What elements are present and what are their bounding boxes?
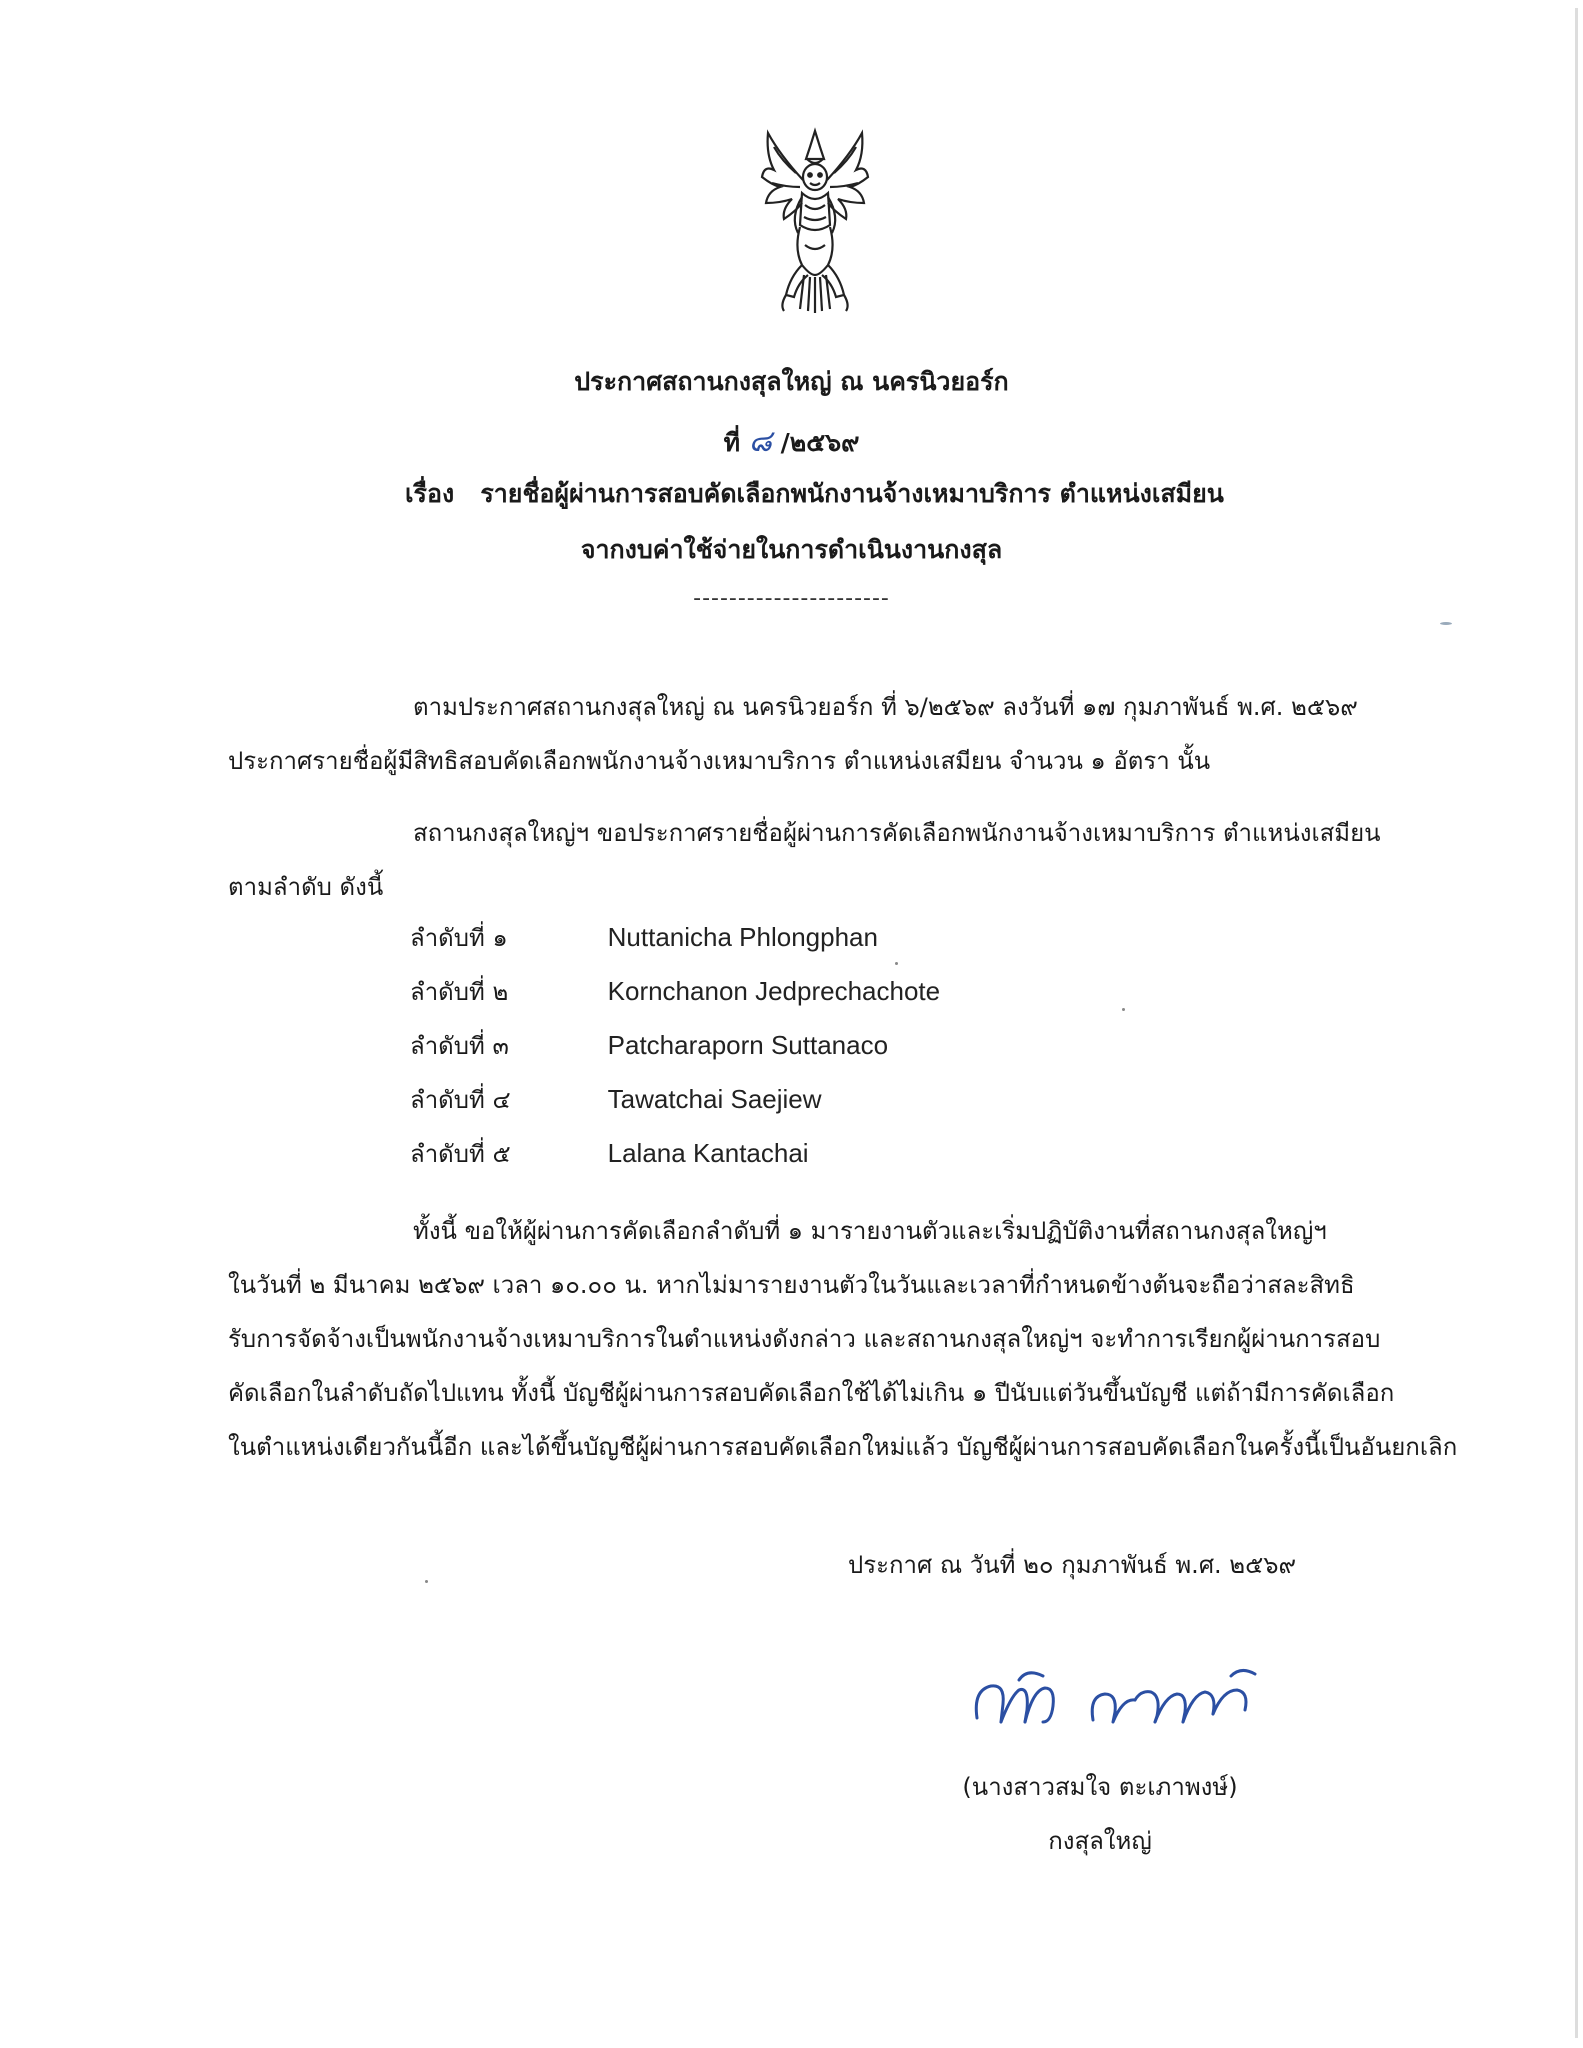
para3-line4: คัดเลือกในลำดับถัดไปแทน ทั้งนี้ บัญชีผู้ผ่านการสอบคัดเลือกใช้ได้ไม่เกิน ๑ ปีนับแต่วันขึ้นบัญชี แต่ถ้ามีการคัดเลือก <box>228 1379 1395 1407</box>
signer-block <box>900 1760 1300 1868</box>
paragraph-2 <box>228 806 1458 914</box>
candidate-name: Lalana Kantachai <box>607 1138 809 1168</box>
para3-line3: รับการจัดจ้างเป็นพนักงานจ้างเหมาบริการในตำแหน่งดังกล่าว และสถานกงสุลใหญ่ฯ จะทำการเรียกผู้ผ่านการสอบ <box>228 1325 1381 1353</box>
para1-line2: ประกาศรายชื่อผู้มีสิทธิสอบคัดเลือกพนักงานจ้างเหมาบริการ ตำแหน่งเสมียน จำนวน ๑ อัตรา นั้น <box>228 747 1211 775</box>
paragraph-1 <box>228 680 1458 788</box>
handwritten-signature-icon <box>965 1660 1285 1740</box>
para2-line1: สถานกงสุลใหญ่ฯ ขอประกาศรายชื่อผู้ผ่านการคัดเลือกพนักงานจ้างเหมาบริการ ตำแหน่งเสมียน <box>413 819 1381 847</box>
number-prefix: ที่ <box>723 428 741 457</box>
para2-line2: ตามลำดับ ดังนี้ <box>228 873 384 901</box>
candidate-name: Patcharaporn Suttanaco <box>607 1030 889 1060</box>
subject-line-2: จากงบค่าใช้จ่ายในการดำเนินงานกงสุล <box>580 535 1003 564</box>
para3-line5: ในตำแหน่งเดียวกันนี้อีก และได้ขึ้นบัญชีผู้ผ่านการสอบคัดเลือกใหม่แล้ว บัญชีผู้ผ่านการสอบคัดเลือกในครั้งนี้เป็นอันยกเลิก <box>228 1433 1458 1461</box>
candidate-order: ลำดับที่ ๔ <box>410 1086 511 1114</box>
list-item <box>410 1018 940 1072</box>
para3-line1: ทั้งนี้ ขอให้ผู้ผ่านการคัดเลือกลำดับที่ ๑ มารายงานตัวและเริ่มปฏิบัติงานที่สถานกงสุลใหญ่ฯ <box>413 1217 1327 1245</box>
list-item <box>410 1126 940 1180</box>
signer-name: (นางสาวสมใจ ตะเภาพงษ์) <box>962 1773 1238 1801</box>
announcement-date: ประกาศ ณ วันที่ ๒๐ กุมภาพันธ์ พ.ศ. ๒๕๖๙ <box>848 1551 1297 1579</box>
separator: ---------------------- <box>693 586 890 611</box>
list-item <box>410 1072 940 1126</box>
candidate-order: ลำดับที่ ๕ <box>410 1140 511 1168</box>
garuda-emblem-icon <box>760 125 870 315</box>
scan-speck <box>1575 8 1578 2038</box>
candidate-order: ลำดับที่ ๑ <box>410 924 508 952</box>
list-item <box>410 910 940 964</box>
subject-label: เรื่อง <box>405 479 455 508</box>
number-suffix: /๒๕๖๙ <box>780 428 860 457</box>
handwritten-number: ๘ <box>748 424 772 459</box>
subject-text: รายชื่อผู้ผ่านการสอบคัดเลือกพนักงานจ้างเหมาบริการ ตำแหน่งเสมียน <box>480 479 1224 508</box>
scan-speck <box>1122 1008 1125 1011</box>
candidate-name: Kornchanon Jedprechachote <box>607 976 941 1006</box>
announcement-title: ประกาศสถานกงสุลใหญ่ ณ นครนิวยอร์ก <box>574 367 1009 396</box>
list-item <box>410 964 940 1018</box>
scan-speck <box>425 1580 428 1583</box>
candidate-name: Tawatchai Saejiew <box>607 1084 822 1114</box>
candidate-list <box>410 910 940 1180</box>
signer-title: กงสุลใหญ่ <box>1048 1827 1152 1855</box>
scan-speck <box>1440 622 1452 625</box>
announcement-number <box>0 418 1583 465</box>
para1-line1: ตามประกาศสถานกงสุลใหญ่ ณ นครนิวยอร์ก ที่ ๖/๒๕๖๙ ลงวันที่ ๑๗ กุมภาพันธ์ พ.ศ. ๒๕๖๙ <box>413 693 1358 721</box>
subject-line <box>405 474 1224 514</box>
candidate-order: ลำดับที่ ๓ <box>410 1032 509 1060</box>
paragraph-3 <box>228 1204 1458 1474</box>
candidate-name: Nuttanicha Phlongphan <box>607 922 878 952</box>
scan-speck <box>895 962 898 965</box>
para3-line2: ในวันที่ ๒ มีนาคม ๒๕๖๙ เวลา ๑๐.๐๐ น. หากไม่มารายงานตัวในวันและเวลาที่กำหนดข้างต้นจะถือว่าสละสิทธิ <box>228 1271 1355 1299</box>
candidate-order: ลำดับที่ ๒ <box>410 978 509 1006</box>
